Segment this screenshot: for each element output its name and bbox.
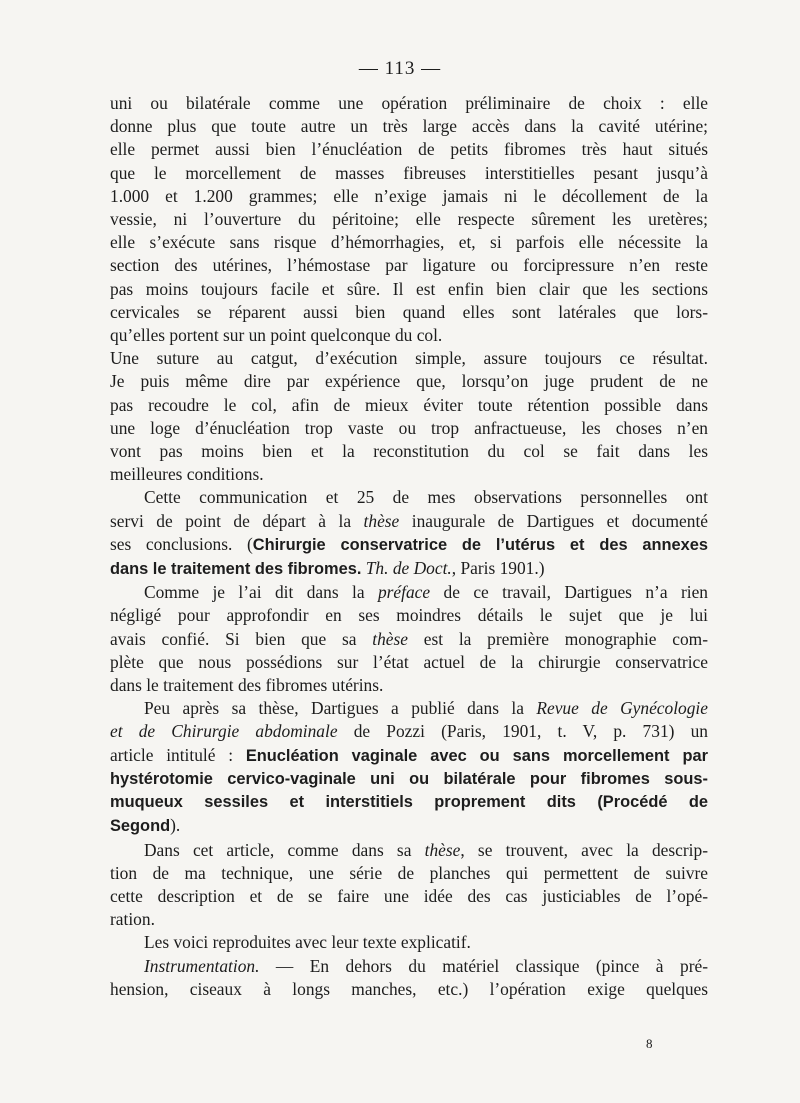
text-line <box>110 955 708 978</box>
text-line <box>110 697 708 720</box>
text-line: Une suture au catgut, d’exécution simple, assure toujours ce résultat. <box>110 348 708 369</box>
bold-title-run: Enucléation vaginale avec ou sans morcellement par <box>245 746 708 765</box>
text-run: Dans cet article, comme dans sa <box>144 839 412 860</box>
paragraph-8 <box>110 955 708 1001</box>
text-line <box>110 533 708 557</box>
italic-run: et de Chirurgie abdominale <box>110 721 338 742</box>
paragraph-5 <box>110 697 708 838</box>
text-line: dans le traitement des fibromes utérins. <box>110 675 384 696</box>
text-line: plète que nous possédions sur l’état actuel de la chirurgie conservatrice <box>110 651 708 672</box>
text-line: hystérotomie cervico-vaginale uni ou bilatérale pour fibromes sous- <box>110 769 708 788</box>
italic-run: thèse <box>372 628 408 649</box>
text-line: une loge d’énucléation trop vaste ou trop anfractueuse, les choses n’en <box>110 417 708 438</box>
italic-run: Revue de Gynécologie <box>536 698 708 719</box>
text-run: , Paris 1901.) <box>451 558 545 579</box>
text-run: Peu après sa thèse, Dartigues a publié dans la <box>144 698 524 719</box>
italic-run: préface <box>377 582 431 603</box>
text-line: Cette communication et 25 de mes observations personnelles ont <box>144 487 708 508</box>
text-run: ). <box>170 815 181 836</box>
text-line: hension, ciseaux à longs manches, etc.) l’opération exige quelques <box>110 978 708 999</box>
text-line: uni ou bilatérale comme une opération préliminaire de choix : elle <box>110 93 708 113</box>
bold-title-run: Chirurgie conservatrice de l’utérus et des annexes <box>252 535 709 554</box>
paragraph-1 <box>110 92 708 347</box>
italic-run: thèse <box>363 510 400 531</box>
text-line: vont pas moins bien et la reconstitution du col se fait dans les <box>110 441 708 462</box>
text-line: elle s’exécute sans risque d’hémorrhagies, et, si parfois elle nécessite la <box>110 232 708 253</box>
text-line: cette description et de se faire une idée des cas justiciables de l’opé- <box>110 885 708 906</box>
text-line: elle permet aussi bien l’énucléation de petits fibromes très haut situés <box>110 139 708 160</box>
text-run: est la première monographie com- <box>423 628 708 649</box>
text-line: meilleures conditions. <box>110 464 264 485</box>
text-line <box>110 744 708 768</box>
text-line: vessie, ni l’ouverture du péritoine; elle respecte sûrement les uretères; <box>110 209 708 230</box>
text-line: Les voici reproduites avec leur texte explicatif. <box>144 932 471 953</box>
text-run: , se trouvent, avec la descrip- <box>460 839 708 860</box>
text-line: pas recoudre le col, afin de mieux éviter toute rétention possible dans <box>110 394 708 415</box>
text-line: que le morcellement de masses fibreuses interstitielles pesant jusqu’à <box>110 162 708 183</box>
text-run: Comme je l’ai dit dans la <box>144 582 365 603</box>
text-line: tion de ma technique, une série de planches qui permettent de suivre <box>110 862 708 883</box>
text-line <box>110 628 708 651</box>
text-run: inaugurale de Dartigues et documenté <box>411 510 708 531</box>
text-line <box>110 581 708 604</box>
paragraph-3 <box>110 486 708 581</box>
text-line <box>110 510 708 533</box>
text-run: article intitulé : <box>110 744 234 765</box>
text-line: donne plus que toute autre un très large accès dans la cavité utérine; <box>110 116 708 137</box>
text-line: cervicales se réparent aussi bien quand elles sont latérales que lors- <box>110 301 708 322</box>
text-line: section des utérines, l’hémostase par ligature ou forcipressure n’en reste <box>110 255 708 276</box>
bold-title-run: Segond <box>110 817 171 836</box>
text-run: avais confié. Si bien que sa <box>110 628 357 649</box>
text-line <box>110 814 708 838</box>
paragraph-6 <box>110 839 708 932</box>
text-run: — En dehors du matériel classique (pince à pré- <box>259 955 708 976</box>
text-line: pas moins toujours facile et sûre. Il est enfin bien clair que les sections <box>110 278 708 299</box>
paragraph-2 <box>110 347 708 486</box>
text-line: négligé pour approfondir en ses moindres détails le sujet que je lui <box>110 605 708 626</box>
paragraph-7 <box>110 931 708 954</box>
body-text <box>110 92 708 1001</box>
text-line: muqueux sessiles et interstitiels proprement dits (Procédé de <box>110 793 708 812</box>
text-line <box>110 720 708 743</box>
signature-mark: 8 <box>646 1036 653 1051</box>
text-line: ration. <box>110 909 155 930</box>
italic-run: thèse <box>424 839 461 860</box>
text-run: de Pozzi (Paris, 1901, t. V, p. 731) un <box>353 721 708 742</box>
text-line <box>110 839 708 862</box>
text-line: qu’elles portent sur un point quelconque du col. <box>110 325 443 346</box>
text-line: Je puis même dire par expérience que, lorsqu’on juge prudent de ne <box>110 371 708 392</box>
italic-run: Instrumentation. <box>144 955 260 976</box>
text-run: servi de point de départ à la <box>110 510 352 531</box>
text-line <box>110 557 708 581</box>
italic-run: Th. de Doct. <box>365 558 452 579</box>
text-run: ses conclusions. ( <box>110 533 253 554</box>
paragraph-4 <box>110 581 708 697</box>
page-number: — 113 — <box>358 58 442 79</box>
bold-title-run: dans le traitement des fibromes. <box>110 560 362 579</box>
text-run: de ce travail, Dartigues n’a rien <box>443 582 708 603</box>
text-line: 1.000 et 1.200 grammes; elle n’exige jamais ni le décollement de la <box>110 185 708 206</box>
